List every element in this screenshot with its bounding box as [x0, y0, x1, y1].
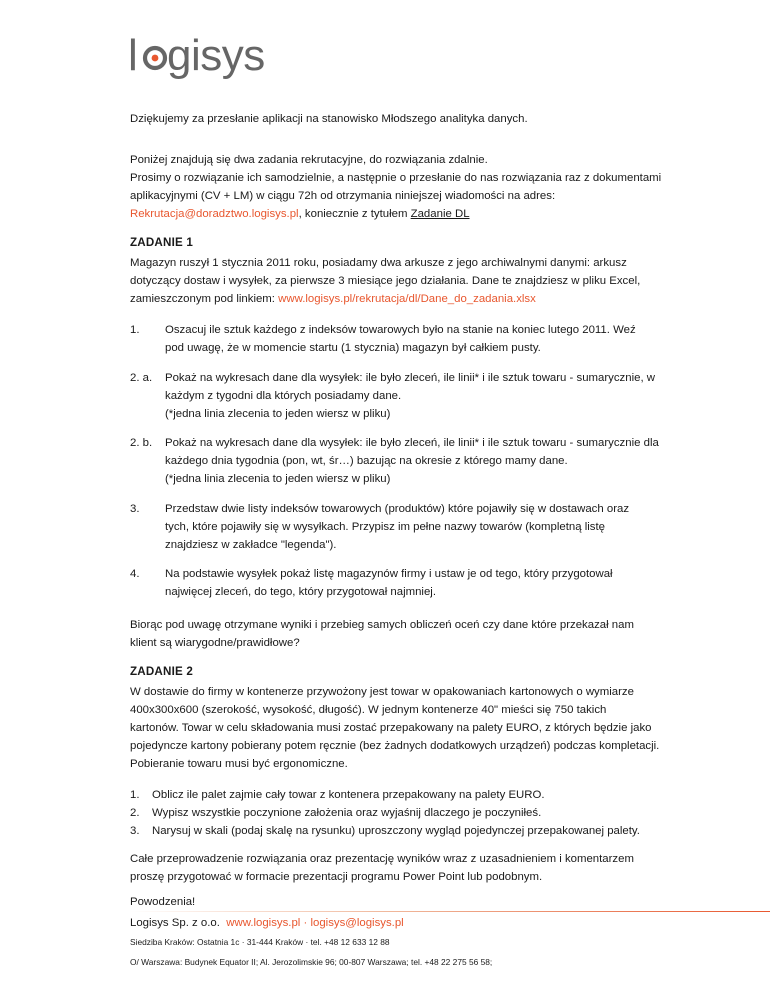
task2-item-2-number: 2. [130, 807, 140, 819]
footer-company: Logisys Sp. z o.o. [130, 917, 220, 929]
task1-closing-line-1: Biorąc pod uwagę otrzymane wyniki i przebieg samych obliczeń oceń czy dane które przekazał nam [130, 619, 634, 631]
task1-item-4-line-2: najwięcej zleceń, do tego, który przygotował najmniej. [165, 586, 436, 598]
task2-item-1-text: Oblicz ile palet zajmie cały towar z kontenera przepakowany na palety EURO. [152, 789, 545, 801]
task1-item-3-line-1: Przedstaw dwie listy indeksów towarowych (produktów) które pojawiły się w dostawach oraz [165, 503, 630, 515]
task1-para-line-2: dotyczący dostaw i wysyłek, za pierwsze 3 miesiące jego działania. Dane te znajdziesz w pliku Excel, [130, 275, 641, 287]
task2-item-3-text: Narysuj w skali (podaj skalę na rysunku) uproszczony wygląd pojedynczej przepakowanej palety. [152, 825, 640, 837]
footer-separator: · [303, 917, 308, 929]
task1-item-3-number: 3. [130, 503, 140, 515]
after-email-text: , koniecznie z tytułem [298, 208, 411, 220]
subject-text: Zadanie DL [410, 208, 470, 220]
recruitment-email-link[interactable]: Rekrutacja@doradztwo.logisys.pl [130, 208, 299, 220]
task1-closing-line-2: klient są wiarygodne/prawidłowe? [130, 637, 300, 649]
intro-line-4 [130, 205, 670, 223]
footer-website-link[interactable]: www.logisys.pl [226, 917, 301, 929]
logisys-logo [128, 30, 265, 91]
footer-address-warszawa: O/ Warszawa: Budynek Equator II; Al. Jerozolimskie 96; 00-807 Warszawa; tel. +48 22 275 56 58; [130, 957, 493, 967]
task1-item-2b-line-1: Pokaż na wykresach dane dla wysyłek: ile było zleceń, ile linii* i ile sztuk towaru - sumarycznie dla [165, 437, 659, 449]
task1-item-1-line-2: pod uwagę, że w momencie startu (1 stycznia) magazyn był całkiem pusty. [165, 342, 541, 354]
task1-heading: ZADANIE 1 [130, 236, 193, 249]
task1-item-2b-line-3: (*jedna linia zlecenia to jeden wiersz w pliku) [165, 473, 391, 485]
task1-para-prefix: zamieszczonym pod linkiem: [130, 293, 279, 305]
task1-item-2a-line-2: każdym z tygodni dla których posiadamy dane. [165, 390, 402, 402]
thanks-text: Dziękujemy za przesłanie aplikacji na stanowisko Młodszego analityka danych. [130, 113, 528, 125]
task2-item-1-number: 1. [130, 789, 140, 801]
svg-text:gisys: gisys [167, 31, 265, 80]
task1-item-2a-line-3: (*jedna linia zlecenia to jeden wiersz w pliku) [165, 408, 391, 420]
svg-text:l: l [128, 31, 137, 80]
task1-item-2a-line-1: Pokaż na wykresach dane dla wysyłek: ile było zleceń, ile linii* i ile sztuk towaru - sumarycznie, w [165, 372, 655, 384]
task1-item-4-line-1: Na podstawie wysyłek pokaż listę magazynów firmy i ustaw je od tego, który przygotował [165, 568, 613, 580]
task1-item-3-line-3: znajdziesz w zakładce "legenda"). [165, 539, 337, 551]
task2-item-3-number: 3. [130, 825, 140, 837]
logo-graphic [128, 30, 265, 86]
task1-item-1-number: 1. [130, 324, 140, 336]
footer-email-link[interactable]: logisys@logisys.pl [310, 917, 404, 929]
footer-address-krakow: Siedziba Kraków: Ostatnia 1c · 31-444 Kraków · tel. +48 12 633 12 88 [130, 937, 390, 947]
intro-line-2: Prosimy o rozwiązanie ich samodzielnie, a następnie o przesłanie do nas rozwiązania raz z dokumentami [130, 172, 662, 184]
footer-company-line [130, 917, 404, 929]
task1-item-1-line-1: Oszacuj ile sztuk każdego z indeksów towarowych było na stanie na koniec lutego 2011. Weź [165, 324, 636, 336]
task2-para-line-5: Pobieranie towaru musi być ergonomiczne. [130, 758, 348, 770]
data-file-link[interactable]: www.logisys.pl/rekrutacja/dl/Dane_do_zadania.xlsx [278, 293, 536, 305]
intro-line-1: Poniżej znajdują się dwa zadania rekrutacyjne, do rozwiązania zdalnie. [130, 154, 488, 166]
task2-para-line-2: 400x300x600 (szerokość, wysokość, długość). W jednym kontenerze 40" mieści się 750 takich [130, 704, 607, 716]
task1-item-2a-number: 2. a. [130, 372, 153, 384]
task1-item-3-line-2: tych, które pojawiły się w wysyłkach. Przypisz im pełne nazwy towarów (kompletną listę [165, 521, 605, 533]
task1-para-line-1: Magazyn ruszył 1 stycznia 2011 roku, posiadamy dwa arkusze z jego archiwalnymi danymi: arkusz [130, 257, 627, 269]
footer-divider [130, 911, 770, 912]
task2-para-line-1: W dostawie do firmy w kontenerze przywożony jest towar w opakowaniach kartonowych o wymiarze [130, 686, 634, 698]
farewell-text: Powodzenia! [130, 896, 196, 908]
task2-closing-line-1: Całe przeprowadzenie rozwiązania oraz prezentację wyników wraz z uzasadnieniem i komentarzem [130, 853, 634, 865]
task2-closing-line-2: proszę przygotować w formacie prezentacji programu Power Point lub podobnym. [130, 871, 543, 883]
task1-item-2b-line-2: każdego dnia tygodnia (pon, wt, śr…) bazując na okresie z którego mamy dane. [165, 455, 568, 467]
task2-para-line-4: pojedyncze kartony pobierany potem ręcznie (bez żadnych dodatkowych urządzeń) podczas kompletacji. [130, 740, 660, 752]
task1-item-2b-number: 2. b. [130, 437, 153, 449]
task1-para-line-3 [130, 290, 670, 308]
task1-item-4-number: 4. [130, 568, 140, 580]
intro-line-3: aplikacyjnymi (CV + LM) w ciągu 72h od otrzymania niniejszej wiadomości na adres: [130, 190, 556, 202]
task2-para-line-3: kartonów. Towar w celu składowania musi zostać przepakowany na palety EURO, z których będzie jako [130, 722, 652, 734]
task2-item-2-text: Wypisz wszystkie poczynione założenia oraz wyjaśnij dlaczego je poczyniłeś. [152, 807, 542, 819]
task2-heading: ZADANIE 2 [130, 665, 193, 678]
